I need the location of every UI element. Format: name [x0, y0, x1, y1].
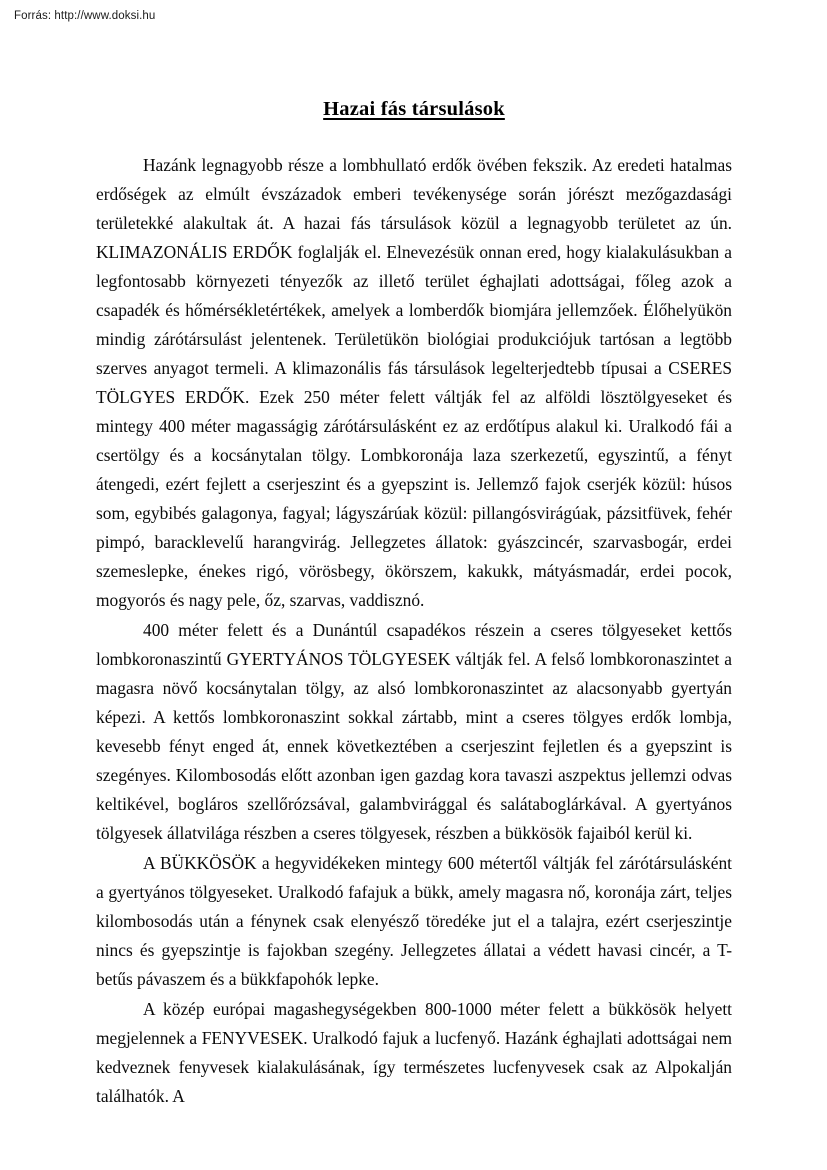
document-body — [96, 98, 732, 1112]
page-title: Hazai fás társulások — [323, 98, 505, 120]
body-paragraph: A közép európai magashegységekben 800-1000 méter felett a bükkösök helyett megjelennek a FENYVESEK. Uralkodó fajuk a lucfenyő. Hazánk éghajlati adottságai nem kedveznek fenyvesek kialakulásának, így természetes lucfenyvesek csak az Alpokalján találhatók. A — [96, 999, 732, 1106]
body-paragraph: A BÜKKÖSÖK a hegyvidékeken mintegy 600 métertől váltják fel zárótársulásként a gyertyános tölgyeseket. Uralkodó fafajuk a bükk, amely magasra nő, koronája zárt, teljes kilombosodás után a fénynek csak elenyésző töredéke jut el a talajra, ezért cserjeszintje nincs és gyepszintje is fajokban szegény. Jellegzetes állatai a védett havasi cincér, a T-betűs pávaszem és a bükkfapohók lepke. — [96, 853, 732, 989]
body-paragraph: Hazánk legnagyobb része a lombhullató erdők övében fekszik. Az eredeti hatalmas erdőségek az elmúlt évszázadok emberi tevékenysége során jórészt mezőgazdasági területekké alakultak át. A hazai fás társulások közül a legnagyobb területet az ún. KLIMAZONÁLIS ERDŐK foglalják el. Elnevezésük onnan ered, hogy kialakulásukban a legfontosabb környezeti tényezők az illető terület éghajlati adottságai, főleg azok a csapadék és hőmérsékletértékek, amelyek a lomberdők biomjára jellemzőek. Élőhelyükön mindig zárótársulást jelentenek. Területükön biológiai produkciójuk tartósan a legtöbb szerves anyagot termeli. A klimazonális fás társulások legelterjedtebb típusai a CSERES TÖLGYES ERDŐK. Ezek 250 méter felett váltják fel az alföldi lösztölgyeseket és mintegy 400 méter magasságig zárótársulásként ez az erdőtípus alakul ki. Uralkodó fái a csertölgy és a kocsánytalan tölgy. Lombkoronája laza szerkezetű, egyszintű, a fényt átengedi, ezért fejlett a cserjeszint és a gyepszint is. Jellemző fajok cserjék közül: húsos som, egybibés galagonya, fagyal; lágyszárúak közül: pillangósvirágúak, pázsitfüvek, fehér pimpó, baracklevelű harangvirág. Jellegzetes állatok: gyászcincér, szarvasbogár, erdei szemeslepke, énekes rigó, vörösbegy, ökörszem, kakukk, mátyásmadár, erdei pocok, mogyorós és nagy pele, őz, szarvas, vaddisznó. — [96, 155, 732, 610]
source-watermark: Forrás: http://www.doksi.hu — [14, 10, 156, 22]
body-paragraph: 400 méter felett és a Dunántúl csapadékos részein a cseres tölgyeseket kettős lombkoronaszintű GYERTYÁNOS TÖLGYESEK váltják fel. A felső lombkoronaszintet a magasra növő kocsánytalan tölgy, az alsó lombkoronaszintet az alacsonyabb gyertyán képezi. A kettős lombkoronaszint sokkal zártabb, mint a cseres tölgyes erdők lombja, kevesebb fényt enged át, ennek következtében a cserjeszint fejletlen és a gyepszint is szegényes. Kilombosodás előtt azonban igen gazdag kora tavaszi aszpektus jellemzi odvas keltikével, bogláros szellőrózsával, galambvirággal és salátaboglárkával. A gyertyános tölgyesek állatvilága részben a cseres tölgyesek, részben a bükkösök fajaiból kerül ki. — [96, 620, 732, 843]
